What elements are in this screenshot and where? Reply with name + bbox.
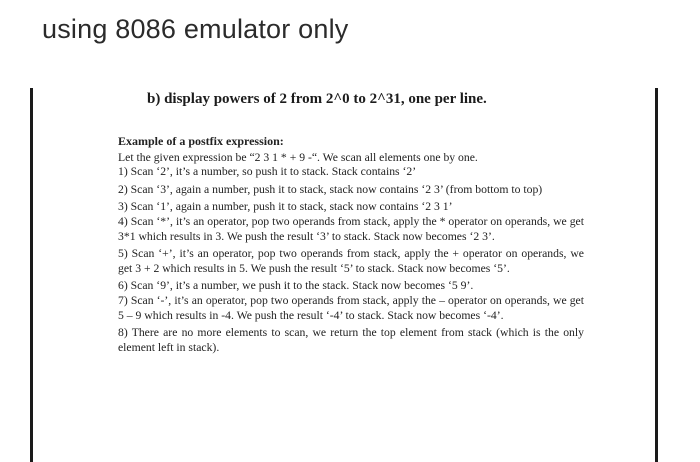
caption-text: using 8086 emulator only bbox=[42, 14, 349, 44]
example-heading: Example of a postfix expression: bbox=[118, 134, 284, 148]
step-1: 1) Scan ‘2’, it’s a number, so push it to stack. Stack contains ‘2’ bbox=[118, 165, 417, 179]
step-7: 7) Scan ‘-’, it’s an operator, pop two operands from stack, apply the – operator on operands, we get 5 – 9 which results in -4. We push the result ‘-4’ to stack. Stack now becomes ‘-4’. bbox=[118, 293, 584, 322]
postfix-example bbox=[118, 134, 584, 355]
example-intro: Let the given expression be “2 3 1 * + 9 -“. We scan all elements one by one. bbox=[118, 150, 478, 164]
step-6: 6) Scan ‘9’, it’s a number, we push it to the stack. Stack now becomes ‘5 9’. bbox=[118, 279, 474, 293]
task-title: b) display powers of 2 from 2^0 to 2^31, one per line. bbox=[147, 91, 487, 107]
step-4: 4) Scan ‘*’, it’s an operator, pop two operands from stack, apply the * operator on operands, we get 3*1 which results in 3. We push the result ‘3’ to stack. Stack now becomes ‘2 3’. bbox=[118, 214, 584, 243]
step-2: 2) Scan ‘3’, again a number, push it to stack, stack now contains ‘2 3’ (from bottom to top) bbox=[118, 182, 543, 196]
step-8: 8) There are no more elements to scan, we return the top element from stack (which is the only element left in stack). bbox=[118, 326, 584, 354]
step-5: 5) Scan ‘+’, it’s an operator, pop two operands from stack, apply the + operator on operands, we get 3 + 2 which results in 5. We push the result ‘5’ to stack. Stack now becomes ‘5’. bbox=[118, 247, 584, 275]
step-3: 3) Scan ‘1’, again a number, push it to stack, stack now contains ‘2 3 1’ bbox=[118, 200, 453, 214]
page-border-left bbox=[30, 88, 33, 462]
page-border-right bbox=[655, 88, 658, 462]
